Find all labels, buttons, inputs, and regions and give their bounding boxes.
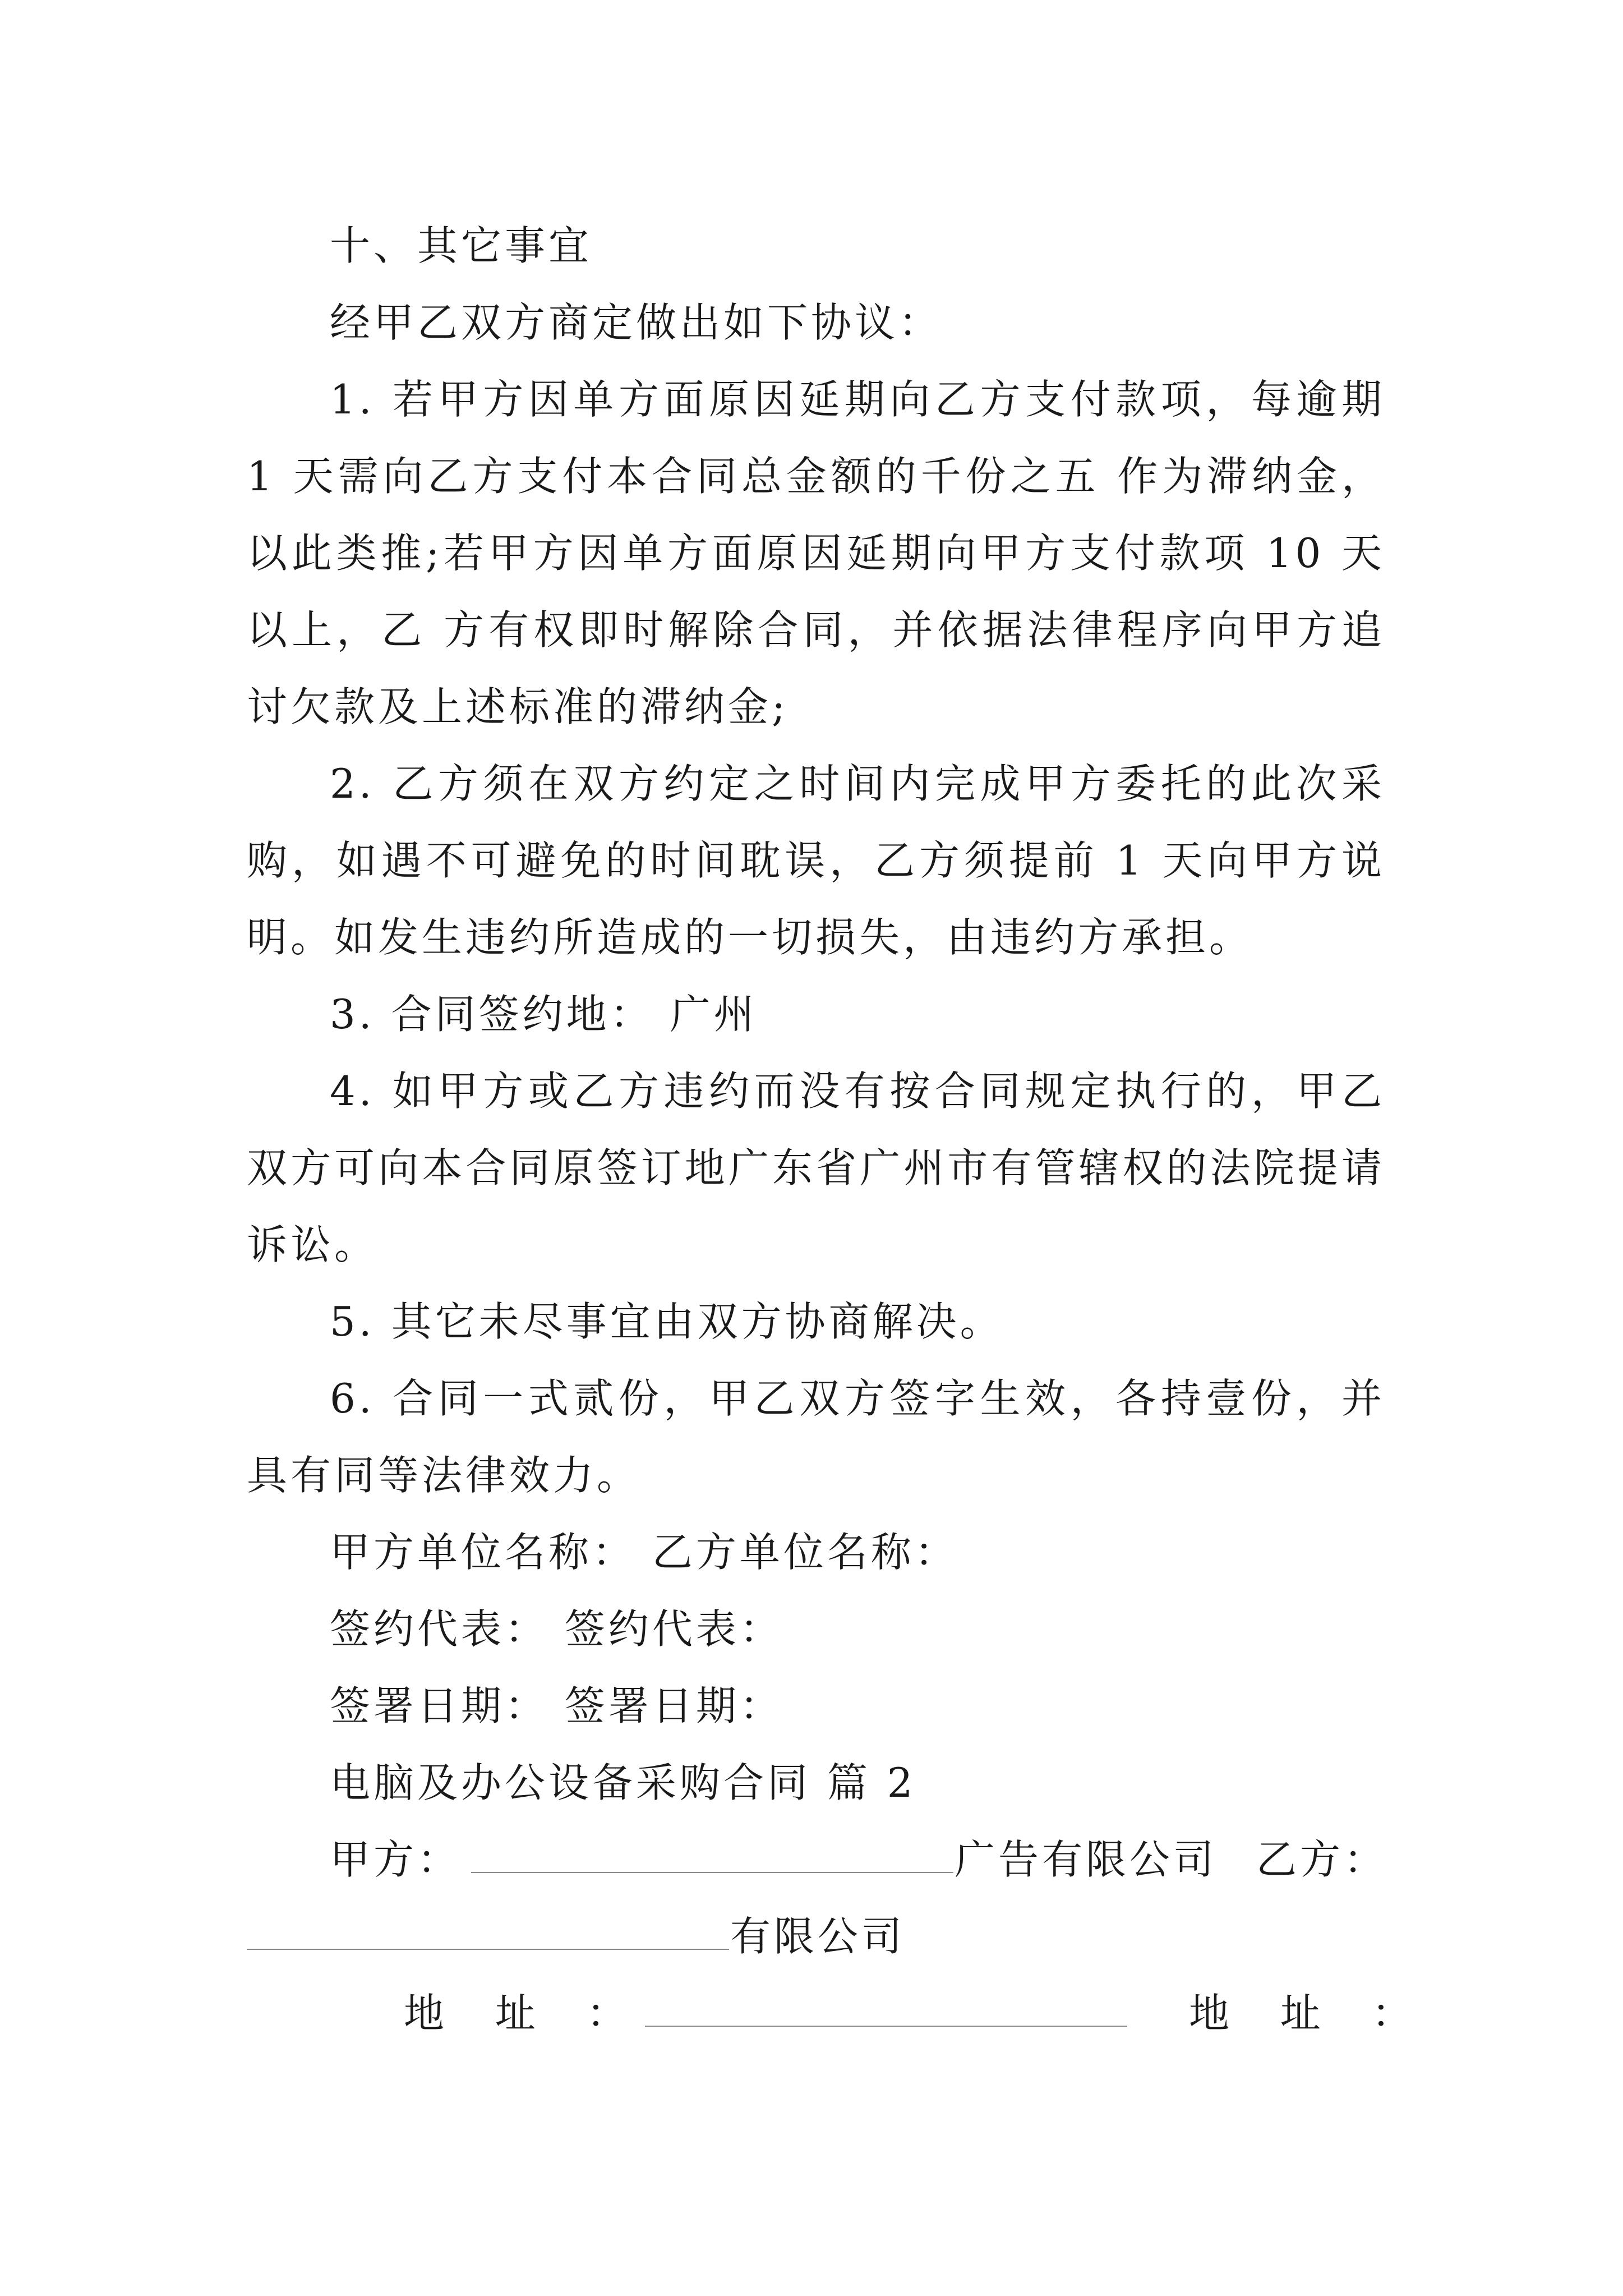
clause-1: 1. 若甲方因单方面原因延期向乙方支付款项，每逾期 1 天需向乙方支付本合同总金额的千份之五 作为滞纳金，以此类推;若甲方因单方面原因延期向甲方支付款项 10 天以上，乙 方有权即时解除合同，并依据法律程序向甲方追讨欠款及上述标准的滞纳金; xyxy=(247,376,1385,730)
party-a-blank xyxy=(471,1838,953,1873)
address-label-b: 地 址 ： xyxy=(1189,1990,1431,2037)
section-title: 十、其它事宜 xyxy=(330,222,593,269)
clause-5: 5. 其它未尽事宜由双方协商解决。 xyxy=(330,1298,1004,1345)
signature-unit-line: 甲方单位名称： 乙方单位名称： xyxy=(330,1529,958,1576)
party-b-suffix: 有限公司 xyxy=(730,1913,906,1960)
clause-6: 6. 合同一式贰份，甲乙双方签字生效，各持壹份，并具有同等法律效力。 xyxy=(247,1375,1385,1499)
party-a-row xyxy=(247,1821,1388,1898)
document-page xyxy=(247,208,1431,2052)
party-b-row xyxy=(247,1898,1385,1975)
party-a-label: 甲方： xyxy=(330,1836,462,1883)
address-a-blank xyxy=(645,1992,1127,2027)
clause-2: 2. 乙方须在双方约定之时间内完成甲方委托的此次采购，如遇不可避免的时间耽误，乙方须提前 1 天向甲方说明。如发生违约所造成的一切损失，由违约方承担。 xyxy=(247,760,1385,961)
party-a-suffix: 广告有限公司 xyxy=(955,1836,1218,1883)
party-b-blank xyxy=(247,1915,729,1950)
signature-rep-line: 签约代表： 签约代表： xyxy=(330,1605,783,1653)
intro-text: 经甲乙双方商定做出如下协议： xyxy=(330,299,943,346)
clause-3: 3. 合同签约地： 广州 xyxy=(330,991,758,1038)
address-row xyxy=(247,1975,1431,2052)
address-label-a: 地 址 ： xyxy=(404,1990,646,2037)
clause-4: 4. 如甲方或乙方违约而没有按合同规定执行的，甲乙双方可向本合同原签订地广东省广州市有管辖权的法院提请诉讼。 xyxy=(247,1068,1385,1268)
signature-date-line: 签署日期： 签署日期： xyxy=(330,1682,783,1729)
next-contract-title: 电脑及办公设备采购合同 篇 2 xyxy=(330,1759,916,1806)
party-b-label: 乙方： xyxy=(1256,1836,1388,1883)
